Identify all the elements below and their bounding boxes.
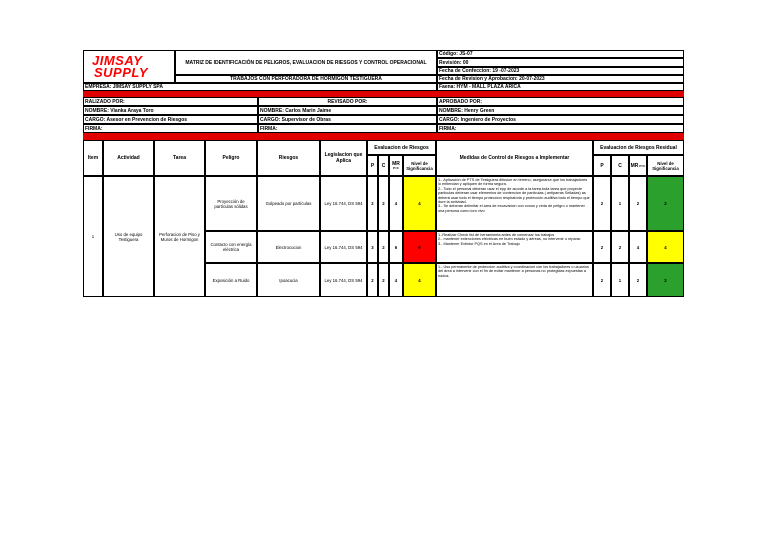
col-p: P — [367, 155, 378, 176]
col-riesgos: Riesgos — [257, 140, 320, 176]
col-evaluacion-residual: Evaluacion de Riesgos Residual — [593, 140, 684, 155]
document-subtitle: TRABAJOS CON PERFORADORA DE HORMIGON TESTIGUERA — [175, 75, 437, 83]
col-mr2 — [629, 155, 647, 176]
row-c2: 2 — [611, 231, 629, 263]
col-item: Item — [83, 140, 103, 176]
row-mr: 4 — [389, 176, 403, 231]
col-mr — [389, 155, 403, 176]
row-c2: 1 — [611, 176, 629, 231]
fecha-confeccion: Fecha de Confeccion: 19 -07-2023 — [437, 67, 684, 75]
item-tarea: Perforacion de Piso y Muros de Hormigon — [154, 176, 205, 297]
row-medidas: 1.- Aplicación de PTS de Testiguera difusion en terreno, asegurarse que los trabajadores lo entiendan y apliquen de forma segura. 2.- Todo el personal deberan usar el epp de acorde a la tarea,toda tarea que proyecte particulas deberan usar elementos de contencion de particulas ( antiparras Selladas) as deberá usar todo el tiempo proteccion respiratoria y protección auditiva todo el tiempo que dure la actividad. 3.- Se deberan delimitar el area de excavacion con conos y cinta de peligro o mantener una persona como loro vivo — [436, 176, 593, 231]
row-legislacion: Ley 16.744, DS 594 — [320, 231, 367, 263]
company-logo: JIMSAY SUPPLY — [92, 53, 149, 80]
realizado-heading: RALIZADO POR: — [83, 97, 258, 106]
revisado-firma: FIRMA: — [258, 124, 437, 133]
row-c2: 1 — [611, 263, 629, 297]
row-peligro: Exposición a Ruido — [205, 263, 257, 297]
aprobado-cargo: CARGO: Ingeniero de Proyectos — [437, 115, 684, 124]
col-mr2-label: MR — [630, 162, 639, 169]
col-tarea: Tarea — [154, 140, 205, 176]
col-p2: P — [593, 155, 611, 176]
col-actividad: Actividad — [103, 140, 154, 176]
row-p: 2 — [367, 176, 378, 231]
row-peligro: Contacto con energía eléctrica — [205, 231, 257, 263]
row-c: 2 — [378, 263, 389, 297]
row-nivel2: 2 — [647, 263, 684, 297]
row-medidas: 1.- Uso permanente de proteccion auditiva y coordinacion con los trabajadores o usuarios del área a intervenir con el fin de evitar mantener a personas no protegidas expuestas a ruidos. — [436, 263, 593, 297]
col-c: C — [378, 155, 389, 176]
col-mr-formula: P×C — [393, 166, 399, 170]
revision: Revisión: 00 — [437, 58, 684, 67]
col-mr-label: MR — [392, 161, 400, 167]
row-peligro: Proyección de partículas sólidas — [205, 176, 257, 231]
col-legislacion: Legislacion que Aplica — [320, 140, 367, 176]
col-mr2-formula: P×C — [639, 163, 646, 168]
row-nivel: 4 — [403, 176, 436, 231]
row-riesgo: Golpeado por partículas — [257, 176, 320, 231]
codigo: Código: JS-07 — [437, 50, 684, 58]
col-peligro: Peligro — [205, 140, 257, 176]
aprobado-heading: APROBADO POR: — [437, 97, 684, 106]
row-mr: 6 — [389, 231, 403, 263]
aprobado-firma: FIRMA: — [437, 124, 684, 133]
row-mr: 4 — [389, 263, 403, 297]
empresa: EMPRESA: JIMSAY SUPPLY SPA — [83, 83, 437, 91]
row-c: 2 — [378, 176, 389, 231]
revisado-heading: REVISADO POR: — [258, 97, 437, 106]
realizado-nombre: NOMBRE: Vianka Araya Toro — [83, 106, 258, 115]
row-mr2: 2 — [629, 263, 647, 297]
row-legislacion: Ley 16.744, DS 594 — [320, 176, 367, 231]
row-legislacion: Ley 16.744, DS 594 — [320, 263, 367, 297]
row-mr2: 2 — [629, 176, 647, 231]
revisado-nombre: NOMBRE: Carlos Marin Jaime — [258, 106, 437, 115]
row-medidas: 1.-Realizar Check list de herramienta antes de comenzar los trabajos 2.- mantener extenciones eléctricas en buen estado y aéreas, no intervenir o reparar. 3.- Mantener Extintor PQS en el Area de Trabajo — [436, 231, 593, 263]
realizado-cargo: CARGO: Asesor en Prevencion de Riesgos — [83, 115, 258, 124]
col-nivel2: Nivel de Significancia — [647, 155, 684, 176]
faena: Faena: HYM - MALL PLAZA ARICA — [437, 83, 684, 91]
item-number: 1 — [83, 176, 103, 297]
row-riesgo: Electrocucion — [257, 231, 320, 263]
row-nivel: 4 — [403, 263, 436, 297]
col-c2: C — [611, 155, 629, 176]
document-title: MATRIZ DE IDENTIFICACIÓN DE PELIGROS, EVALUACION DE RIESGOS Y CONTROL OPERACIONAL — [175, 50, 437, 75]
revisado-cargo: CARGO: Supervisor de Obras — [258, 115, 437, 124]
row-nivel2: 4 — [647, 231, 684, 263]
row-nivel2: 2 — [647, 176, 684, 231]
col-nivel: Nivel de Significancia — [403, 155, 436, 176]
row-p2: 2 — [593, 263, 611, 297]
item-actividad: Uso de equipo Testiguera — [103, 176, 154, 297]
logo-box — [83, 50, 175, 83]
row-nivel: 6 — [403, 231, 436, 263]
separator-bar — [83, 133, 684, 140]
row-p: 3 — [367, 231, 378, 263]
row-p: 2 — [367, 263, 378, 297]
row-c: 2 — [378, 231, 389, 263]
row-riesgo: Ipoacucia — [257, 263, 320, 297]
row-p2: 2 — [593, 176, 611, 231]
row-mr2: 4 — [629, 231, 647, 263]
fecha-revision: Fecha de Revision y Aprobacion: 20-07-2023 — [437, 75, 684, 83]
col-evaluacion: Evaluacion de Riesgos — [367, 140, 436, 155]
col-medidas: Medidas de Control de Riesgos a Implementar — [436, 140, 593, 176]
row-p2: 2 — [593, 231, 611, 263]
aprobado-nombre: NOMBRE: Henry Green — [437, 106, 684, 115]
realizado-firma: FIRMA: — [83, 124, 258, 133]
